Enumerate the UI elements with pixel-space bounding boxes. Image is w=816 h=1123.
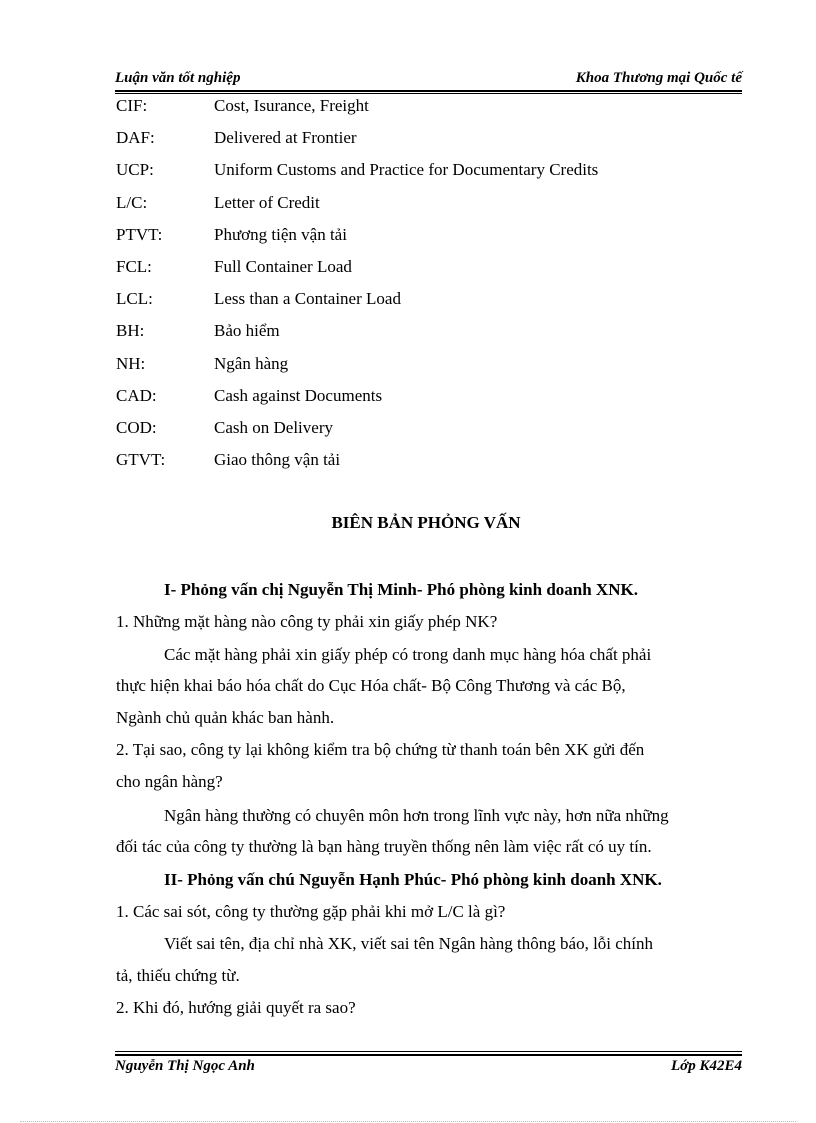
abbreviation-row	[116, 288, 743, 320]
abbreviation-meaning: Bảo hiểm	[214, 321, 280, 341]
abbreviation-meaning: Letter of Credit	[214, 192, 320, 212]
abbreviation-term: NH:	[116, 353, 146, 373]
abbreviation-term: CAD:	[116, 385, 157, 405]
answer-1-line: tả, thiếu chứng từ.	[116, 966, 240, 985]
section-1-heading: I- Phỏng vấn chị Nguyễn Thị Minh- Phó phòng kinh doanh XNK.	[164, 580, 638, 599]
abbreviation-row	[116, 224, 743, 256]
abbreviation-row	[116, 320, 743, 352]
answer-1-line: Viết sai tên, địa chỉ nhà XK, viết sai tên Ngân hàng thông báo, lỗi chính	[164, 934, 654, 953]
abbreviation-meaning: Ngân hàng	[214, 353, 289, 373]
abbreviation-row	[116, 417, 743, 449]
abbreviation-term: UCP:	[116, 160, 154, 180]
abbreviation-meaning: Delivered at Frontier	[214, 128, 357, 148]
footer-rule	[115, 1054, 742, 1056]
page-edge-dotted-line	[20, 1121, 796, 1122]
abbreviation-meaning: Giao thông vận tải	[214, 450, 341, 470]
abbreviation-term: L/C:	[116, 192, 148, 212]
abbreviation-meaning: Phương tiện vận tải	[214, 224, 347, 244]
question-1: 1. Các sai sót, công ty thường gặp phải khi mở L/C là gì?	[116, 902, 506, 921]
abbreviation-term: CIF:	[116, 96, 148, 115]
abbreviation-meaning: Cash against Documents	[214, 385, 383, 405]
question-1: 1. Những mặt hàng nào công ty phải xin giấy phép NK?	[116, 612, 498, 631]
answer-1-line: Các mặt hàng phải xin giấy phép có trong danh mục hàng hóa chất phải	[164, 645, 652, 664]
abbreviation-meaning: Cost, Isurance, Freight	[214, 96, 369, 115]
abbreviation-row	[116, 192, 743, 224]
footer-class: Lớp K42E4	[671, 1058, 742, 1074]
answer-2-line: đối tác của công ty thường là bạn hàng truyền thống nên làm việc rất có uy tín.	[116, 837, 652, 856]
page-footer	[115, 1058, 742, 1080]
abbreviation-row	[116, 95, 743, 127]
abbreviation-row	[116, 159, 743, 191]
abbreviation-row	[116, 385, 743, 417]
answer-1-line: thực hiện khai báo hóa chất do Cục Hóa chất- Bộ Công Thương và các Bộ,	[116, 676, 626, 695]
abbreviation-meaning: Less than a Container Load	[214, 289, 401, 309]
header-rule-thin	[115, 93, 742, 94]
header-rule	[115, 90, 742, 92]
abbreviation-term: GTVT:	[116, 450, 166, 470]
abbreviation-term: COD:	[116, 417, 157, 437]
abbreviation-term: FCL:	[116, 256, 152, 276]
abbreviation-row	[116, 256, 743, 288]
abbreviation-term: BH:	[116, 321, 145, 341]
footer-author: Nguyễn Thị Ngọc Anh	[115, 1058, 255, 1074]
abbreviation-row	[116, 353, 743, 385]
footer-rule-thin	[115, 1051, 742, 1052]
answer-2-line: Ngân hàng thường có chuyên môn hơn trong lĩnh vực này, hơn nữa những	[164, 806, 669, 825]
abbreviation-term: LCL:	[116, 289, 153, 309]
question-2-line: 2. Tại sao, công ty lại không kiểm tra bộ chứng từ thanh toán bên XK gửi đến	[116, 740, 645, 759]
abbreviation-term: PTVT:	[116, 224, 163, 244]
abbreviation-meaning: Uniform Customs and Practice for Documentary Credits	[214, 160, 599, 180]
interview-title: BIÊN BẢN PHỎNG VẤN	[331, 513, 521, 532]
page-header	[115, 70, 742, 92]
abbreviation-meaning: Full Container Load	[214, 256, 352, 276]
header-thesis-label: Luận văn tốt nghiệp	[115, 70, 241, 86]
abbreviation-meaning: Cash on Delivery	[214, 417, 333, 437]
abbreviation-row	[116, 449, 743, 481]
section-2-heading: II- Phỏng vấn chú Nguyễn Hạnh Phúc- Phó phòng kinh doanh XNK.	[164, 870, 662, 889]
header-faculty-label: Khoa Thương mại Quốc tế	[575, 70, 742, 86]
abbreviation-list	[116, 95, 743, 481]
question-2-line: cho ngân hàng?	[116, 772, 223, 791]
abbreviation-row	[116, 127, 743, 159]
question-2: 2. Khi đó, hướng giải quyết ra sao?	[116, 998, 356, 1017]
answer-1-line: Ngành chủ quản khác ban hành.	[116, 708, 335, 727]
abbreviation-term: DAF:	[116, 128, 155, 148]
